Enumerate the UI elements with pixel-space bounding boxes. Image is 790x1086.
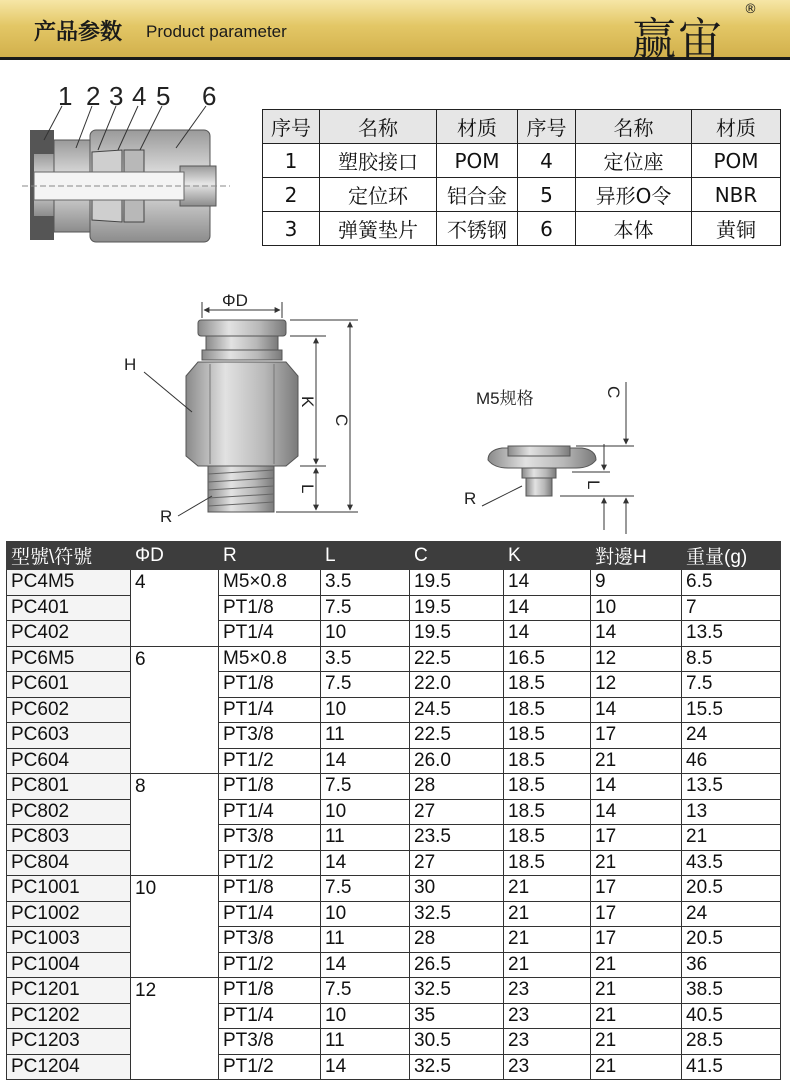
k-cell: 14 [504, 621, 591, 647]
model-cell: PC1203 [7, 1029, 131, 1055]
callout-2: 2 [86, 81, 101, 111]
c-cell: 19.5 [410, 595, 504, 621]
c-cell: 32.5 [410, 978, 504, 1004]
r-cell: PT1/4 [219, 799, 321, 825]
spec-row [7, 1003, 781, 1029]
spec-row [7, 1029, 781, 1055]
k-cell: 18.5 [504, 697, 591, 723]
model-cell: PC602 [7, 697, 131, 723]
h-cell: 14 [591, 774, 682, 800]
c-cell: 27 [410, 850, 504, 876]
title-cn: 产品参数 [34, 20, 123, 45]
k-cell: 18.5 [504, 850, 591, 876]
callout-4: 4 [132, 81, 147, 111]
spec-header-c: C [410, 542, 504, 570]
spec-header-phi-d: ΦD [131, 542, 219, 570]
parts-cell: 黄铜 [692, 212, 781, 246]
spec-row [7, 570, 781, 596]
spec-row [7, 595, 781, 621]
parts-cell: 弹簧垫片 [320, 212, 437, 246]
spec-row [7, 927, 781, 953]
label-h: H [124, 355, 137, 374]
spec-row [7, 672, 781, 698]
parts-cell: 铝合金 [437, 178, 518, 212]
weight-cell: 28.5 [682, 1029, 781, 1055]
parts-cell: 异形O令 [576, 178, 692, 212]
k-cell: 18.5 [504, 723, 591, 749]
k-cell: 23 [504, 1054, 591, 1080]
weight-cell: 13.5 [682, 621, 781, 647]
spec-row [7, 825, 781, 851]
model-cell: PC4M5 [7, 570, 131, 596]
l-cell: 7.5 [321, 774, 410, 800]
title-en: Product parameter [146, 22, 287, 41]
h-cell: 17 [591, 876, 682, 902]
parts-row [263, 212, 781, 246]
model-cell: PC604 [7, 748, 131, 774]
weight-cell: 41.5 [682, 1054, 781, 1080]
parts-cell: 4 [518, 144, 576, 178]
l-cell: 3.5 [321, 646, 410, 672]
r-cell: M5×0.8 [219, 570, 321, 596]
r-cell: PT1/4 [219, 621, 321, 647]
l-cell: 10 [321, 621, 410, 647]
model-cell: PC1004 [7, 952, 131, 978]
h-cell: 21 [591, 748, 682, 774]
l-cell: 14 [321, 748, 410, 774]
k-cell: 21 [504, 901, 591, 927]
l-cell: 10 [321, 799, 410, 825]
label-c: C [332, 414, 351, 427]
weight-cell: 24 [682, 901, 781, 927]
r-cell: PT1/4 [219, 901, 321, 927]
h-cell: 21 [591, 978, 682, 1004]
spec-header-h: 對邊H [591, 542, 682, 570]
model-cell: PC1001 [7, 876, 131, 902]
r-cell: PT1/8 [219, 978, 321, 1004]
h-cell: 21 [591, 850, 682, 876]
parts-cell: 2 [263, 178, 320, 212]
weight-cell: 13 [682, 799, 781, 825]
weight-cell: 7.5 [682, 672, 781, 698]
l-cell: 14 [321, 850, 410, 876]
model-cell: PC801 [7, 774, 131, 800]
registered-mark: ® [744, 2, 757, 17]
parts-cell: 定位座 [576, 144, 692, 178]
k-cell: 23 [504, 1029, 591, 1055]
callout-1: 1 [58, 81, 73, 111]
brand-logo: 赢宙 [632, 14, 724, 65]
weight-cell: 24 [682, 723, 781, 749]
parts-cell: 5 [518, 178, 576, 212]
c-cell: 30.5 [410, 1029, 504, 1055]
parts-cell: 本体 [576, 212, 692, 246]
l-cell: 7.5 [321, 876, 410, 902]
weight-cell: 8.5 [682, 646, 781, 672]
callout-5: 5 [156, 81, 171, 111]
h-cell: 14 [591, 697, 682, 723]
r-cell: PT1/8 [219, 774, 321, 800]
k-cell: 18.5 [504, 799, 591, 825]
h-cell: 17 [591, 927, 682, 953]
c-cell: 32.5 [410, 1054, 504, 1080]
weight-cell: 15.5 [682, 697, 781, 723]
r-cell: PT3/8 [219, 723, 321, 749]
parts-cell: POM [692, 144, 781, 178]
spec-row [7, 850, 781, 876]
h-cell: 17 [591, 901, 682, 927]
l-cell: 14 [321, 952, 410, 978]
model-cell: PC1204 [7, 1054, 131, 1080]
spec-row [7, 799, 781, 825]
r-cell: PT1/4 [219, 1003, 321, 1029]
model-cell: PC603 [7, 723, 131, 749]
parts-cell: NBR [692, 178, 781, 212]
c-cell: 23.5 [410, 825, 504, 851]
h-cell: 17 [591, 723, 682, 749]
spec-row [7, 876, 781, 902]
spec-header-row [7, 542, 781, 570]
r-cell: M5×0.8 [219, 646, 321, 672]
weight-cell: 36 [682, 952, 781, 978]
spec-header-k: K [504, 542, 591, 570]
r-cell: PT1/2 [219, 850, 321, 876]
weight-cell: 20.5 [682, 876, 781, 902]
k-cell: 21 [504, 876, 591, 902]
parts-header-cell: 序号 [518, 110, 576, 144]
spec-row [7, 901, 781, 927]
weight-cell: 46 [682, 748, 781, 774]
h-cell: 21 [591, 1029, 682, 1055]
h-cell: 9 [591, 570, 682, 596]
l-cell: 11 [321, 723, 410, 749]
label-r: R [160, 507, 173, 526]
m5-title: M5规格 [476, 389, 534, 408]
c-cell: 26.0 [410, 748, 504, 774]
c-cell: 35 [410, 1003, 504, 1029]
k-cell: 23 [504, 978, 591, 1004]
k-cell: 14 [504, 570, 591, 596]
c-cell: 22.5 [410, 723, 504, 749]
spec-table-body [7, 570, 781, 1080]
r-cell: PT1/4 [219, 697, 321, 723]
spec-header-weight: 重量(g) [682, 542, 781, 570]
m5-label-r: R [464, 489, 477, 508]
c-cell: 28 [410, 927, 504, 953]
parts-cell: 不锈钢 [437, 212, 518, 246]
spec-row [7, 978, 781, 1004]
l-cell: 3.5 [321, 570, 410, 596]
k-cell: 18.5 [504, 825, 591, 851]
model-cell: PC1201 [7, 978, 131, 1004]
parts-cell: POM [437, 144, 518, 178]
model-cell: PC402 [7, 621, 131, 647]
weight-cell: 20.5 [682, 927, 781, 953]
c-cell: 22.5 [410, 646, 504, 672]
parts-cell: 1 [263, 144, 320, 178]
spec-row [7, 723, 781, 749]
model-cell: PC802 [7, 799, 131, 825]
label-phi-d: ΦD [222, 291, 248, 310]
k-cell: 14 [504, 595, 591, 621]
sectional-view [22, 106, 230, 242]
l-cell: 7.5 [321, 595, 410, 621]
model-cell: PC401 [7, 595, 131, 621]
parts-header-cell: 名称 [576, 110, 692, 144]
spec-table [6, 541, 781, 1080]
l-cell: 11 [321, 825, 410, 851]
r-cell: PT1/2 [219, 748, 321, 774]
weight-cell: 21 [682, 825, 781, 851]
label-l: L [298, 484, 317, 494]
phi-d-cell: 6 [131, 646, 219, 774]
r-cell: PT1/2 [219, 952, 321, 978]
r-cell: PT3/8 [219, 825, 321, 851]
c-cell: 19.5 [410, 621, 504, 647]
k-cell: 21 [504, 952, 591, 978]
l-cell: 7.5 [321, 978, 410, 1004]
c-cell: 24.5 [410, 697, 504, 723]
c-cell: 22.0 [410, 672, 504, 698]
model-cell: PC804 [7, 850, 131, 876]
model-cell: PC1202 [7, 1003, 131, 1029]
l-cell: 7.5 [321, 672, 410, 698]
header-banner [0, 0, 790, 65]
m5-label-c: C [604, 386, 623, 399]
callout-3: 3 [109, 81, 124, 111]
parts-header-cell: 序号 [263, 110, 320, 144]
h-cell: 12 [591, 646, 682, 672]
l-cell: 10 [321, 697, 410, 723]
r-cell: PT3/8 [219, 927, 321, 953]
c-cell: 28 [410, 774, 504, 800]
phi-d-cell: 10 [131, 876, 219, 978]
r-cell: PT1/2 [219, 1054, 321, 1080]
parts-row [263, 178, 781, 212]
c-cell: 19.5 [410, 570, 504, 596]
k-cell: 18.5 [504, 672, 591, 698]
spec-row [7, 952, 781, 978]
c-cell: 26.5 [410, 952, 504, 978]
parts-header-cell: 材质 [437, 110, 518, 144]
l-cell: 10 [321, 901, 410, 927]
fitting-side-view [144, 302, 358, 516]
l-cell: 14 [321, 1054, 410, 1080]
weight-cell: 13.5 [682, 774, 781, 800]
l-cell: 11 [321, 927, 410, 953]
weight-cell: 43.5 [682, 850, 781, 876]
h-cell: 17 [591, 825, 682, 851]
k-cell: 16.5 [504, 646, 591, 672]
c-cell: 32.5 [410, 901, 504, 927]
parts-cell: 定位环 [320, 178, 437, 212]
spec-row [7, 697, 781, 723]
c-cell: 27 [410, 799, 504, 825]
k-cell: 21 [504, 927, 591, 953]
parts-material-table [262, 109, 781, 246]
h-cell: 14 [591, 799, 682, 825]
l-cell: 10 [321, 1003, 410, 1029]
h-cell: 14 [591, 621, 682, 647]
parts-cell: 3 [263, 212, 320, 246]
m5-label-l: L [584, 480, 603, 490]
spec-row [7, 774, 781, 800]
model-cell: PC6M5 [7, 646, 131, 672]
spec-header-model: 型號\符號 [7, 542, 131, 570]
spec-header-r: R [219, 542, 321, 570]
model-cell: PC601 [7, 672, 131, 698]
label-k: K [298, 396, 317, 408]
phi-d-cell: 4 [131, 570, 219, 647]
weight-cell: 40.5 [682, 1003, 781, 1029]
parts-header-cell: 材质 [692, 110, 781, 144]
phi-d-cell: 12 [131, 978, 219, 1080]
weight-cell: 6.5 [682, 570, 781, 596]
parts-header-row [263, 110, 781, 144]
callout-6: 6 [202, 81, 217, 111]
model-cell: PC803 [7, 825, 131, 851]
l-cell: 11 [321, 1029, 410, 1055]
weight-cell: 38.5 [682, 978, 781, 1004]
k-cell: 18.5 [504, 748, 591, 774]
h-cell: 21 [591, 952, 682, 978]
parts-cell: 6 [518, 212, 576, 246]
h-cell: 21 [591, 1003, 682, 1029]
parts-header-cell: 名称 [320, 110, 437, 144]
k-cell: 18.5 [504, 774, 591, 800]
spec-row [7, 621, 781, 647]
callout-numbers [58, 81, 216, 111]
h-cell: 10 [591, 595, 682, 621]
h-cell: 21 [591, 1054, 682, 1080]
phi-d-cell: 8 [131, 774, 219, 876]
spec-row [7, 1054, 781, 1080]
c-cell: 30 [410, 876, 504, 902]
k-cell: 23 [504, 1003, 591, 1029]
weight-cell: 7 [682, 595, 781, 621]
r-cell: PT1/8 [219, 672, 321, 698]
h-cell: 12 [591, 672, 682, 698]
model-cell: PC1003 [7, 927, 131, 953]
model-cell: PC1002 [7, 901, 131, 927]
parts-cell: 塑胶接口 [320, 144, 437, 178]
r-cell: PT1/8 [219, 876, 321, 902]
spec-row [7, 748, 781, 774]
r-cell: PT3/8 [219, 1029, 321, 1055]
spec-header-l: L [321, 542, 410, 570]
spec-row [7, 646, 781, 672]
r-cell: PT1/8 [219, 595, 321, 621]
parts-row [263, 144, 781, 178]
